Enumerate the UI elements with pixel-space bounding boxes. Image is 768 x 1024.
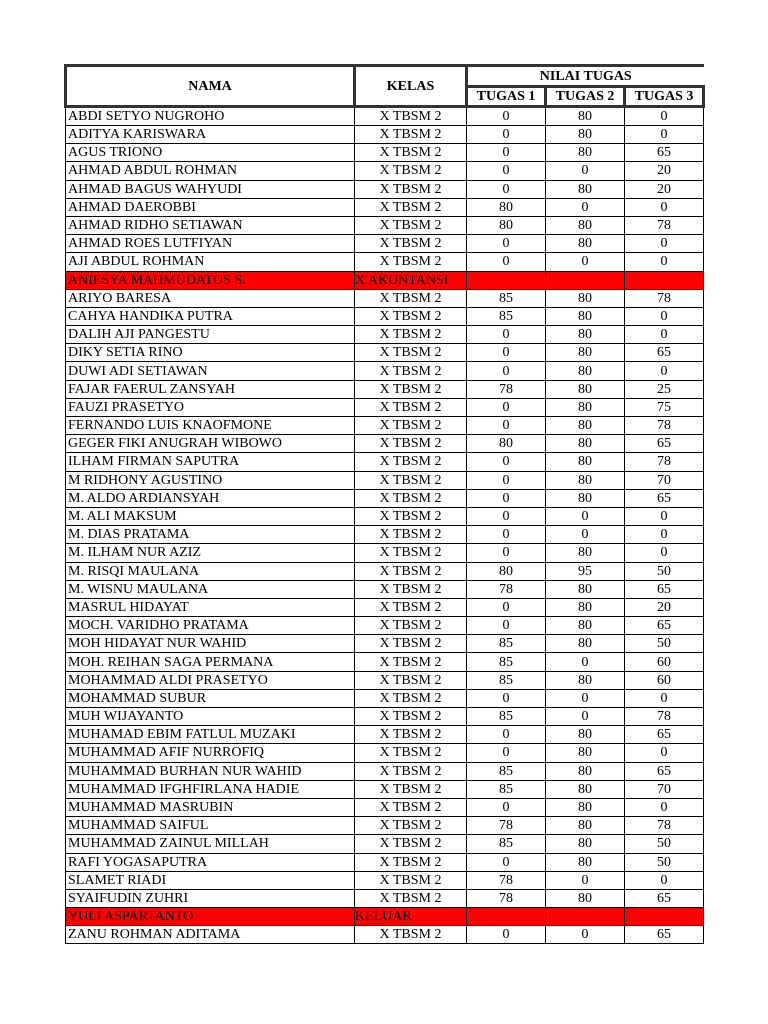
cell-tugas-2: 80 <box>546 580 625 598</box>
cell-tugas-3: 0 <box>625 871 704 889</box>
cell-tugas-2: 80 <box>546 180 625 198</box>
table-row <box>66 453 704 471</box>
cell-tugas-2: 80 <box>546 126 625 144</box>
cell-tugas-3: 78 <box>625 289 704 307</box>
cell-nama: M. DIAS PRATAMA <box>66 526 355 544</box>
header-tugas-2: TUGAS 2 <box>546 87 625 107</box>
cell-tugas-2: 80 <box>546 635 625 653</box>
cell-tugas-1: 0 <box>467 180 546 198</box>
cell-tugas-3: 0 <box>625 362 704 380</box>
table-row <box>66 344 704 362</box>
cell-tugas-2: 80 <box>546 598 625 616</box>
cell-tugas-3: 0 <box>625 689 704 707</box>
cell-nama: MOHAMMAD ALDI PRASETYO <box>66 671 355 689</box>
cell-tugas-3: 25 <box>625 380 704 398</box>
table-row <box>66 289 704 307</box>
cell-tugas-1: 0 <box>467 235 546 253</box>
cell-tugas-3: 78 <box>625 453 704 471</box>
cell-tugas-3: 0 <box>625 544 704 562</box>
cell-tugas-1: 0 <box>467 744 546 762</box>
header-nilai-tugas: NILAI TUGAS <box>467 66 704 87</box>
cell-kelas: X TBSM 2 <box>355 235 467 253</box>
table-row <box>66 708 704 726</box>
cell-tugas-3: 60 <box>625 653 704 671</box>
cell-tugas-1: 80 <box>467 435 546 453</box>
cell-tugas-3: 0 <box>625 798 704 816</box>
cell-tugas-1: 0 <box>467 798 546 816</box>
cell-kelas: X TBSM 2 <box>355 162 467 180</box>
table-row <box>66 107 704 126</box>
cell-tugas-1: 80 <box>467 216 546 234</box>
cell-tugas-2: 80 <box>546 489 625 507</box>
cell-tugas-3: 65 <box>625 580 704 598</box>
cell-tugas-3: 65 <box>625 889 704 907</box>
cell-kelas: X TBSM 2 <box>355 471 467 489</box>
table-row <box>66 417 704 435</box>
cell-nama: MUHAMMAD AFIF NURROFIQ <box>66 744 355 762</box>
cell-tugas-1: 0 <box>467 544 546 562</box>
table-row <box>66 580 704 598</box>
cell-nama: ILHAM FIRMAN SAPUTRA <box>66 453 355 471</box>
cell-tugas-1: 78 <box>467 817 546 835</box>
cell-tugas-3: 0 <box>625 526 704 544</box>
cell-tugas-2: 80 <box>546 144 625 162</box>
cell-kelas: X TBSM 2 <box>355 817 467 835</box>
cell-nama: AHMAD DAEROBBI <box>66 198 355 216</box>
cell-tugas-1: 0 <box>467 726 546 744</box>
cell-nama: SLAMET RIADI <box>66 871 355 889</box>
cell-kelas: X TBSM 2 <box>355 417 467 435</box>
cell-kelas: X TBSM 2 <box>355 780 467 798</box>
cell-tugas-3: 65 <box>625 489 704 507</box>
table-row <box>66 889 704 907</box>
cell-nama: MUHAMMAD IFGHFIRLANA HADIE <box>66 780 355 798</box>
cell-tugas-1 <box>467 908 546 926</box>
cell-tugas-2: 80 <box>546 362 625 380</box>
grade-table <box>64 64 705 944</box>
table-row <box>66 671 704 689</box>
cell-nama: ARIYO BARESA <box>66 289 355 307</box>
cell-tugas-3: 65 <box>625 435 704 453</box>
cell-kelas: X TBSM 2 <box>355 180 467 198</box>
cell-kelas: X TBSM 2 <box>355 889 467 907</box>
cell-tugas-3: 50 <box>625 635 704 653</box>
table-row <box>66 817 704 835</box>
cell-tugas-2: 80 <box>546 726 625 744</box>
table-row <box>66 398 704 416</box>
cell-kelas: X TBSM 2 <box>355 253 467 271</box>
table-row <box>66 562 704 580</box>
cell-tugas-3: 50 <box>625 853 704 871</box>
cell-tugas-2 <box>546 908 625 926</box>
table-row <box>66 126 704 144</box>
cell-kelas: X TBSM 2 <box>355 689 467 707</box>
cell-tugas-1: 80 <box>467 562 546 580</box>
cell-tugas-3: 78 <box>625 708 704 726</box>
cell-tugas-2: 0 <box>546 162 625 180</box>
cell-kelas: X TBSM 2 <box>355 671 467 689</box>
cell-kelas: X TBSM 2 <box>355 144 467 162</box>
header-nama: NAMA <box>66 66 355 107</box>
cell-tugas-1: 0 <box>467 326 546 344</box>
cell-tugas-1: 85 <box>467 635 546 653</box>
cell-tugas-1: 0 <box>467 853 546 871</box>
cell-nama: M. WISNU MAULANA <box>66 580 355 598</box>
cell-kelas: X TBSM 2 <box>355 507 467 525</box>
cell-nama: M RIDHONY AGUSTINO <box>66 471 355 489</box>
cell-tugas-3: 20 <box>625 598 704 616</box>
cell-kelas: X TBSM 2 <box>355 362 467 380</box>
cell-tugas-3: 78 <box>625 417 704 435</box>
table-row <box>66 271 704 289</box>
cell-tugas-3: 0 <box>625 507 704 525</box>
cell-kelas: X TBSM 2 <box>355 653 467 671</box>
cell-kelas: X TBSM 2 <box>355 762 467 780</box>
cell-nama: MUHAMMAD ZAINUL MILLAH <box>66 835 355 853</box>
table-row <box>66 253 704 271</box>
cell-tugas-3: 70 <box>625 471 704 489</box>
cell-nama: AHMAD BAGUS WAHYUDI <box>66 180 355 198</box>
cell-kelas: X TBSM 2 <box>355 198 467 216</box>
cell-tugas-2: 80 <box>546 744 625 762</box>
cell-kelas: X AKUNTANSI <box>355 271 467 289</box>
table-row <box>66 526 704 544</box>
cell-tugas-2: 80 <box>546 380 625 398</box>
cell-tugas-3: 75 <box>625 398 704 416</box>
cell-nama: ZANU ROHMAN ADITAMA <box>66 926 355 944</box>
cell-tugas-3: 78 <box>625 216 704 234</box>
cell-tugas-1: 0 <box>467 162 546 180</box>
cell-nama: DALIH AJI PANGESTU <box>66 326 355 344</box>
cell-nama: MUHAMMAD MASRUBIN <box>66 798 355 816</box>
cell-nama: MUHAMAD EBIM FATLUL MUZAKI <box>66 726 355 744</box>
cell-nama: AHMAD ROES LUTFIYAN <box>66 235 355 253</box>
cell-tugas-3: 65 <box>625 144 704 162</box>
table-row <box>66 617 704 635</box>
table-row <box>66 326 704 344</box>
cell-tugas-3 <box>625 908 704 926</box>
cell-nama: RAFI YOGASAPUTRA <box>66 853 355 871</box>
cell-tugas-3: 60 <box>625 671 704 689</box>
cell-kelas: X TBSM 2 <box>355 216 467 234</box>
cell-tugas-1: 0 <box>467 398 546 416</box>
cell-kelas: X TBSM 2 <box>355 617 467 635</box>
cell-tugas-2: 80 <box>546 326 625 344</box>
cell-nama: M. RISQI MAULANA <box>66 562 355 580</box>
cell-tugas-2: 80 <box>546 544 625 562</box>
cell-tugas-1: 0 <box>467 689 546 707</box>
cell-tugas-3: 65 <box>625 726 704 744</box>
table-row <box>66 489 704 507</box>
cell-nama: AJI ABDUL ROHMAN <box>66 253 355 271</box>
cell-tugas-1: 0 <box>467 362 546 380</box>
cell-tugas-1: 85 <box>467 708 546 726</box>
cell-kelas: X TBSM 2 <box>355 580 467 598</box>
table-row <box>66 780 704 798</box>
cell-tugas-2: 80 <box>546 671 625 689</box>
cell-tugas-1: 0 <box>467 253 546 271</box>
cell-tugas-2: 0 <box>546 253 625 271</box>
cell-tugas-3: 50 <box>625 835 704 853</box>
cell-tugas-3: 0 <box>625 126 704 144</box>
cell-nama: YULI ASPARTANTO <box>66 908 355 926</box>
cell-tugas-1: 78 <box>467 871 546 889</box>
table-row <box>66 598 704 616</box>
cell-tugas-2: 95 <box>546 562 625 580</box>
cell-nama: MOH. REIHAN SAGA PERMANA <box>66 653 355 671</box>
cell-kelas: X TBSM 2 <box>355 380 467 398</box>
cell-tugas-3: 0 <box>625 235 704 253</box>
cell-tugas-1: 0 <box>467 417 546 435</box>
cell-nama: FAUZI PRASETYO <box>66 398 355 416</box>
cell-tugas-2: 80 <box>546 471 625 489</box>
cell-tugas-2: 0 <box>546 871 625 889</box>
table-row <box>66 798 704 816</box>
cell-tugas-3: 20 <box>625 162 704 180</box>
cell-kelas: KELUAR <box>355 908 467 926</box>
cell-tugas-3: 78 <box>625 817 704 835</box>
cell-nama: MOHAMMAD SUBUR <box>66 689 355 707</box>
cell-tugas-1: 0 <box>467 344 546 362</box>
cell-nama: M. ALDO ARDIANSYAH <box>66 489 355 507</box>
cell-nama: ABDI SETYO NUGROHO <box>66 107 355 126</box>
cell-tugas-3: 65 <box>625 617 704 635</box>
cell-nama: MASRUL HIDAYAT <box>66 598 355 616</box>
cell-tugas-3: 65 <box>625 762 704 780</box>
cell-tugas-2: 80 <box>546 798 625 816</box>
cell-tugas-1: 0 <box>467 126 546 144</box>
cell-tugas-1 <box>467 271 546 289</box>
cell-tugas-2: 80 <box>546 453 625 471</box>
cell-tugas-3: 0 <box>625 107 704 126</box>
cell-tugas-1: 0 <box>467 144 546 162</box>
table-row <box>66 689 704 707</box>
cell-tugas-3: 65 <box>625 926 704 944</box>
cell-tugas-2: 80 <box>546 889 625 907</box>
cell-nama: ADITYA KARISWARA <box>66 126 355 144</box>
cell-kelas: X TBSM 2 <box>355 435 467 453</box>
table-header <box>66 66 704 107</box>
cell-nama: MUHAMMAD SAIFUL <box>66 817 355 835</box>
cell-tugas-2: 80 <box>546 762 625 780</box>
cell-tugas-2: 80 <box>546 780 625 798</box>
cell-tugas-3: 65 <box>625 344 704 362</box>
cell-kelas: X TBSM 2 <box>355 126 467 144</box>
cell-kelas: X TBSM 2 <box>355 326 467 344</box>
cell-tugas-2: 0 <box>546 507 625 525</box>
cell-tugas-2: 0 <box>546 526 625 544</box>
cell-tugas-2: 0 <box>546 708 625 726</box>
cell-nama: M. ALI MAKSUM <box>66 507 355 525</box>
cell-tugas-1: 78 <box>467 380 546 398</box>
cell-kelas: X TBSM 2 <box>355 744 467 762</box>
table-row <box>66 544 704 562</box>
cell-nama: SYAIFUDIN ZUHRI <box>66 889 355 907</box>
cell-tugas-2 <box>546 271 625 289</box>
table-row <box>66 871 704 889</box>
table-row <box>66 216 704 234</box>
cell-tugas-3: 70 <box>625 780 704 798</box>
cell-tugas-2: 80 <box>546 435 625 453</box>
cell-kelas: X TBSM 2 <box>355 926 467 944</box>
cell-tugas-2: 80 <box>546 307 625 325</box>
cell-kelas: X TBSM 2 <box>355 107 467 126</box>
cell-nama: DIKY SETIA RINO <box>66 344 355 362</box>
cell-tugas-1: 0 <box>467 617 546 635</box>
cell-kelas: X TBSM 2 <box>355 344 467 362</box>
cell-kelas: X TBSM 2 <box>355 726 467 744</box>
table-row <box>66 908 704 926</box>
table-row <box>66 635 704 653</box>
header-kelas: KELAS <box>355 66 467 107</box>
cell-tugas-1: 78 <box>467 889 546 907</box>
table-row <box>66 180 704 198</box>
cell-tugas-3 <box>625 271 704 289</box>
cell-tugas-2: 80 <box>546 289 625 307</box>
cell-kelas: X TBSM 2 <box>355 853 467 871</box>
table-row <box>66 726 704 744</box>
cell-kelas: X TBSM 2 <box>355 598 467 616</box>
table-row <box>66 744 704 762</box>
table-row <box>66 198 704 216</box>
table-row <box>66 307 704 325</box>
cell-tugas-1: 85 <box>467 653 546 671</box>
cell-nama: ANIESYA MAHMUDATUS S. <box>66 271 355 289</box>
cell-kelas: X TBSM 2 <box>355 453 467 471</box>
cell-tugas-2: 80 <box>546 398 625 416</box>
cell-tugas-1: 0 <box>467 598 546 616</box>
cell-kelas: X TBSM 2 <box>355 635 467 653</box>
cell-tugas-2: 80 <box>546 107 625 126</box>
cell-tugas-2: 80 <box>546 216 625 234</box>
table-row <box>66 435 704 453</box>
cell-tugas-3: 50 <box>625 562 704 580</box>
cell-tugas-3: 0 <box>625 326 704 344</box>
cell-nama: MOH HIDAYAT NUR WAHID <box>66 635 355 653</box>
cell-tugas-1: 0 <box>467 926 546 944</box>
cell-tugas-3: 20 <box>625 180 704 198</box>
cell-tugas-1: 80 <box>467 198 546 216</box>
cell-tugas-1: 85 <box>467 780 546 798</box>
cell-nama: AGUS TRIONO <box>66 144 355 162</box>
cell-nama: CAHYA HANDIKA PUTRA <box>66 307 355 325</box>
cell-kelas: X TBSM 2 <box>355 398 467 416</box>
cell-tugas-2: 80 <box>546 235 625 253</box>
table-body <box>66 107 704 944</box>
table-row <box>66 235 704 253</box>
cell-nama: FERNANDO LUIS KNAOFMONE <box>66 417 355 435</box>
cell-tugas-2: 0 <box>546 926 625 944</box>
cell-tugas-1: 0 <box>467 507 546 525</box>
cell-kelas: X TBSM 2 <box>355 798 467 816</box>
cell-nama: AHMAD RIDHO SETIAWAN <box>66 216 355 234</box>
cell-tugas-2: 0 <box>546 653 625 671</box>
table-row <box>66 762 704 780</box>
cell-nama: MUHAMMAD BURHAN NUR WAHID <box>66 762 355 780</box>
cell-kelas: X TBSM 2 <box>355 307 467 325</box>
cell-tugas-1: 0 <box>467 526 546 544</box>
cell-tugas-2: 80 <box>546 835 625 853</box>
table-row <box>66 853 704 871</box>
cell-kelas: X TBSM 2 <box>355 489 467 507</box>
cell-tugas-2: 0 <box>546 198 625 216</box>
cell-kelas: X TBSM 2 <box>355 544 467 562</box>
cell-tugas-1: 0 <box>467 489 546 507</box>
cell-tugas-1: 0 <box>467 453 546 471</box>
table-row <box>66 507 704 525</box>
cell-tugas-3: 0 <box>625 253 704 271</box>
cell-tugas-3: 0 <box>625 307 704 325</box>
cell-tugas-3: 0 <box>625 744 704 762</box>
cell-kelas: X TBSM 2 <box>355 835 467 853</box>
cell-kelas: X TBSM 2 <box>355 526 467 544</box>
cell-nama: MUH WIJAYANTO <box>66 708 355 726</box>
cell-tugas-1: 0 <box>467 471 546 489</box>
table-row <box>66 362 704 380</box>
cell-kelas: X TBSM 2 <box>355 562 467 580</box>
table-row <box>66 835 704 853</box>
cell-nama: FAJAR FAERUL ZANSYAH <box>66 380 355 398</box>
table-row <box>66 653 704 671</box>
cell-tugas-2: 80 <box>546 853 625 871</box>
cell-tugas-1: 85 <box>467 835 546 853</box>
cell-kelas: X TBSM 2 <box>355 708 467 726</box>
cell-tugas-2: 0 <box>546 689 625 707</box>
cell-nama: M. ILHAM NUR AZIZ <box>66 544 355 562</box>
table-row <box>66 380 704 398</box>
grade-sheet <box>64 64 702 944</box>
cell-tugas-1: 85 <box>467 762 546 780</box>
cell-tugas-1: 0 <box>467 107 546 126</box>
cell-kelas: X TBSM 2 <box>355 289 467 307</box>
table-row <box>66 162 704 180</box>
header-tugas-1: TUGAS 1 <box>467 87 546 107</box>
cell-tugas-1: 78 <box>467 580 546 598</box>
cell-nama: DUWI ADI SETIAWAN <box>66 362 355 380</box>
cell-nama: MOCH. VARIDHO PRATAMA <box>66 617 355 635</box>
cell-tugas-1: 85 <box>467 289 546 307</box>
cell-tugas-2: 80 <box>546 417 625 435</box>
table-row <box>66 471 704 489</box>
cell-tugas-1: 85 <box>467 671 546 689</box>
cell-kelas: X TBSM 2 <box>355 871 467 889</box>
cell-nama: AHMAD ABDUL ROHMAN <box>66 162 355 180</box>
cell-tugas-3: 0 <box>625 198 704 216</box>
cell-nama: GEGER FIKI ANUGRAH WIBOWO <box>66 435 355 453</box>
table-row <box>66 926 704 944</box>
cell-tugas-2: 80 <box>546 344 625 362</box>
table-row <box>66 144 704 162</box>
cell-tugas-1: 85 <box>467 307 546 325</box>
header-tugas-3: TUGAS 3 <box>625 87 704 107</box>
cell-tugas-2: 80 <box>546 817 625 835</box>
cell-tugas-2: 80 <box>546 617 625 635</box>
